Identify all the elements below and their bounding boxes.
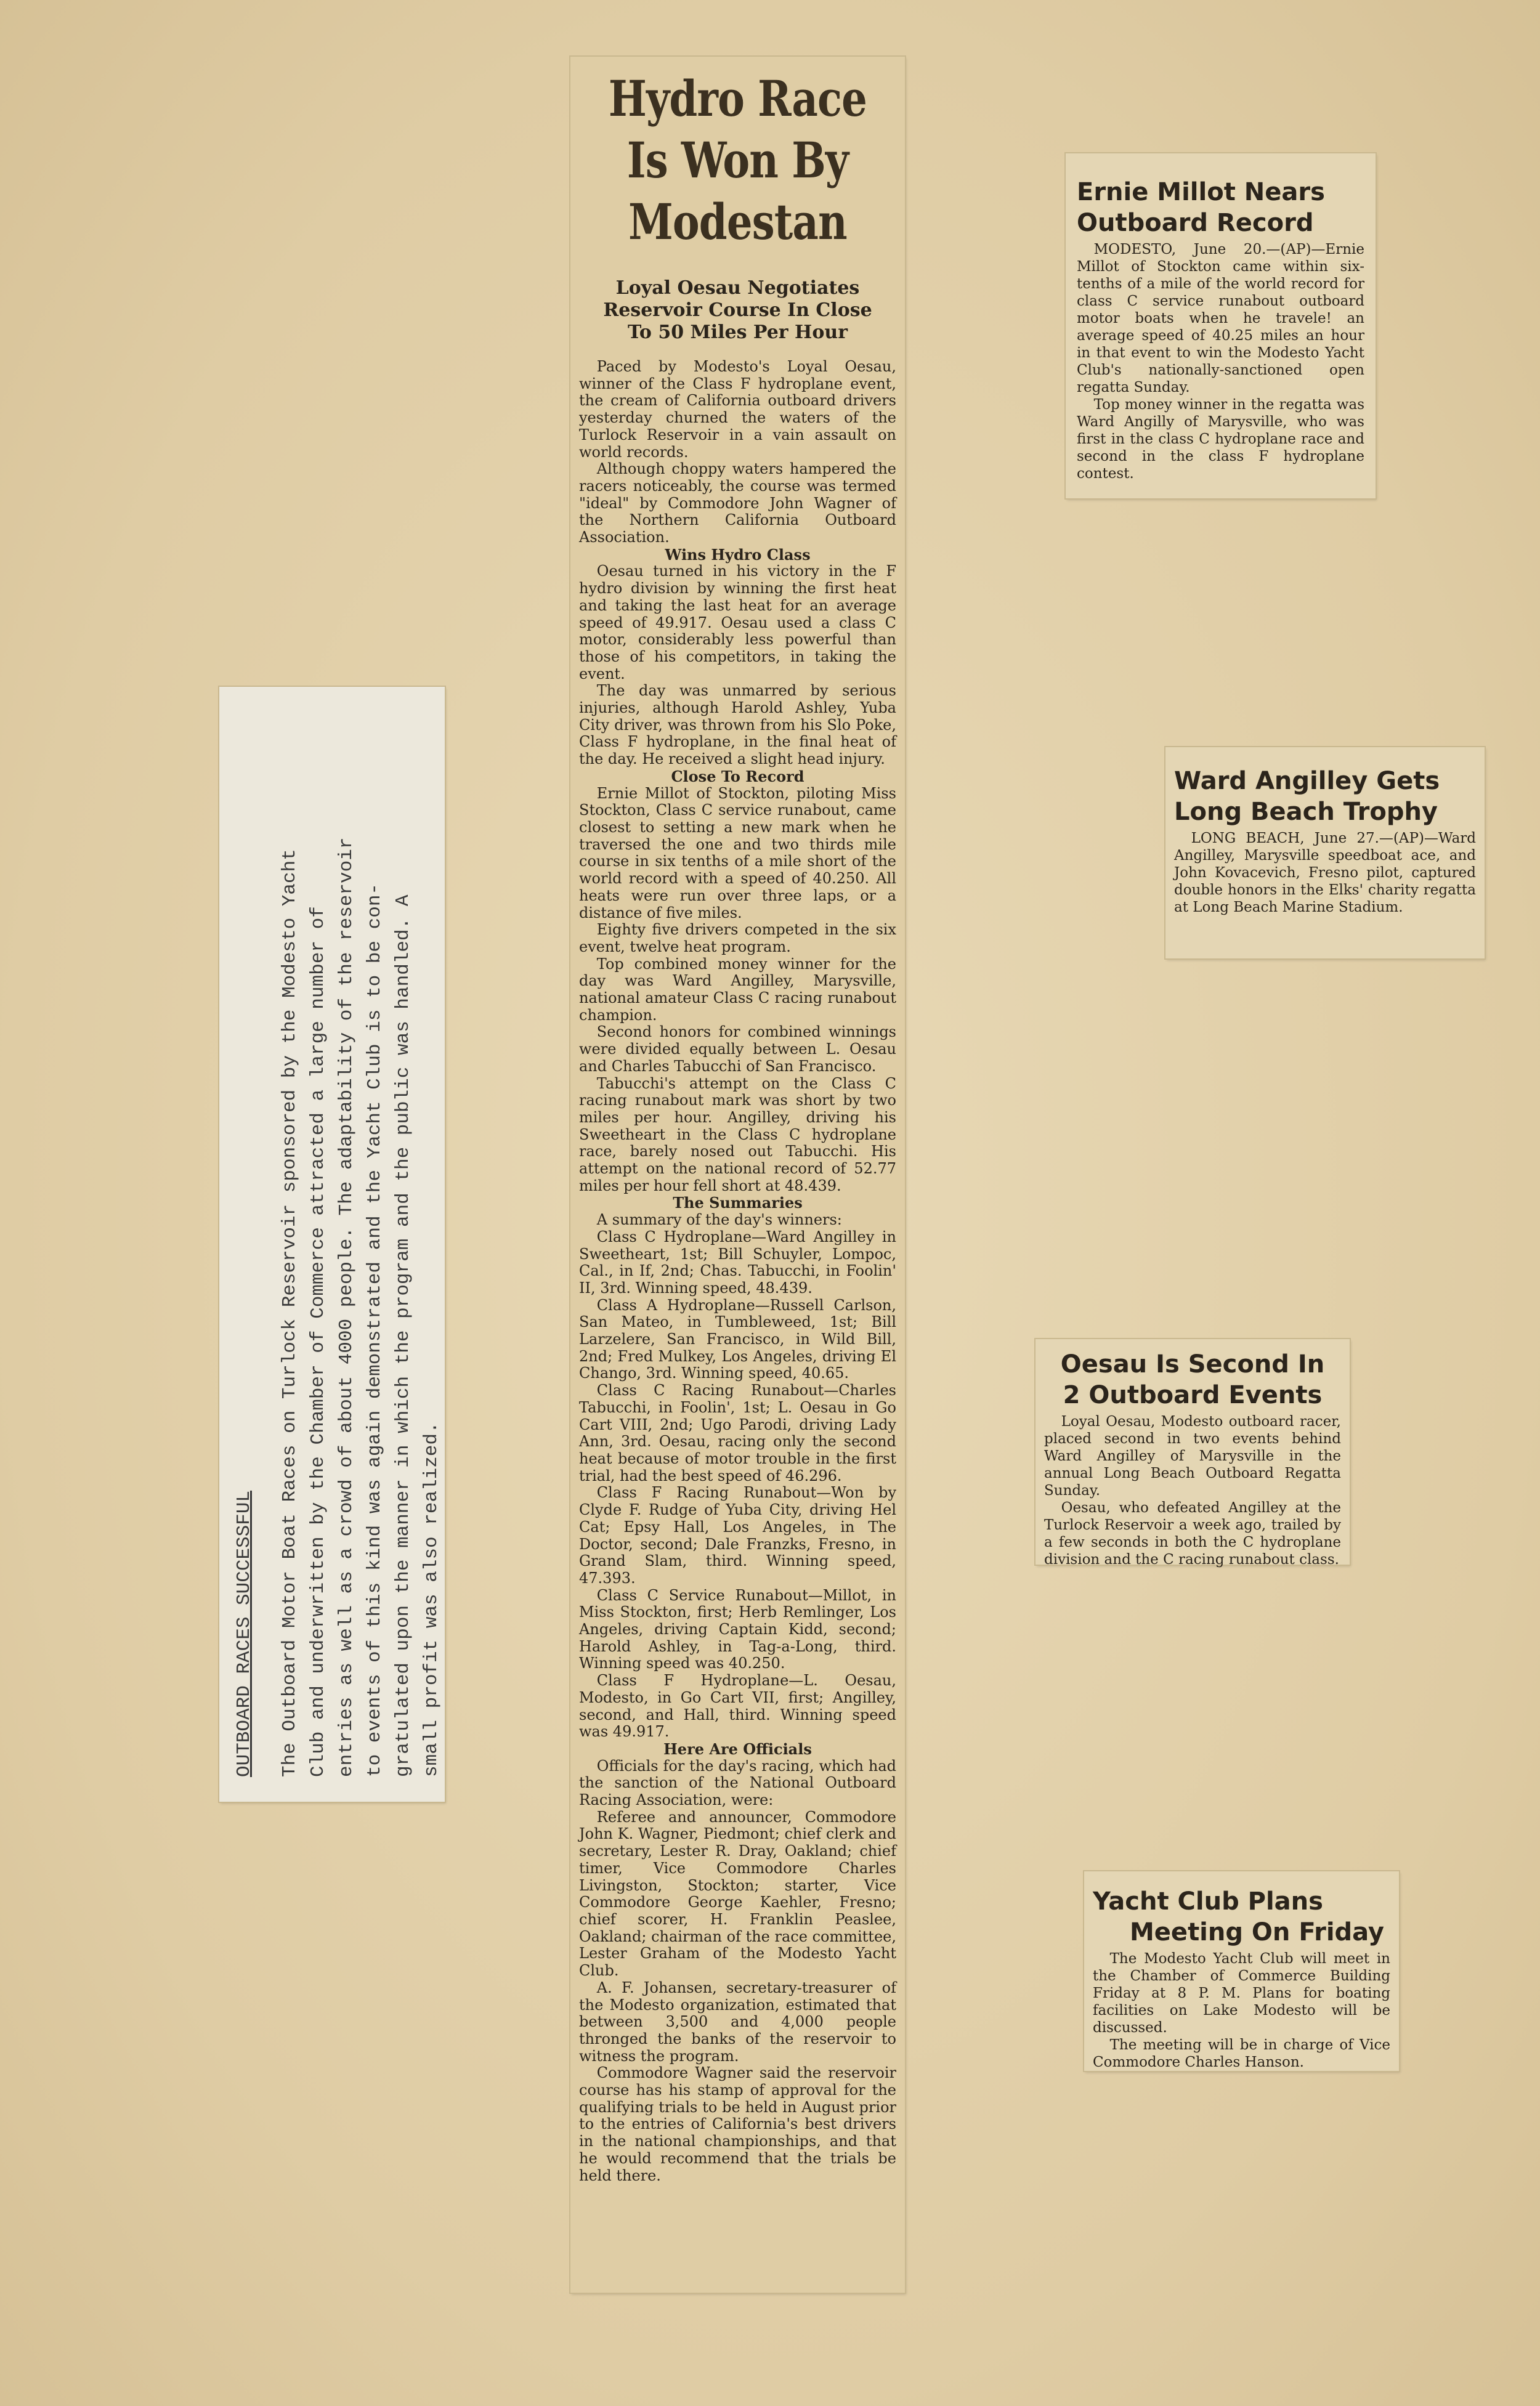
yacht-headline — [1093, 1886, 1390, 1948]
typed-line: entries as well as a crowd of about 4000 people. The adaptability of the reservoir — [336, 837, 357, 1777]
yacht-club-article — [1084, 1871, 1399, 2071]
paragraph: Top money winner in the regatta was Ward Angilly of Marysville, who was first in the class C hydroplane race and second in the class F hydroplane contest. — [1077, 397, 1364, 482]
paragraph: Class A Hydroplane—Russell Carlson, San Mateo, in Tumbleweed, 1st; Bill Larzelere, San Francisco, in Wild Bill, 2nd; Fred Mulkey, Los Angeles, driving El Chango, 3rd. Winning speed, 40.65. — [579, 1296, 896, 1382]
paragraph: Eighty five drivers competed in the six event, twelve heat program. — [579, 921, 896, 955]
section-heading: Close To Record — [671, 767, 804, 785]
typed-line: Club and underwritten by the Chamber of Commerce attracted a large number of — [307, 906, 329, 1777]
paragraph: Loyal Oesau, Modesto outboard racer, placed second in two events behind Ward Angilley of Marysville in the annual Long Beach Outboard Regatta Sunday. — [1044, 1414, 1341, 1499]
headline-line: 2 Outboard Events — [1063, 1381, 1323, 1409]
typed-line: small profit was also realized. — [421, 1422, 442, 1777]
paragraph: Class C Hydroplane—Ward Angilley in Sweetheart, 1st; Bill Schuyler, Lompoc, Cal., in If, 2nd; Chas. Tabucchi, in Foolin' II, 3rd. Winning speed, 48.439. — [579, 1228, 896, 1297]
headline-line: Oesau Is Second In — [1060, 1350, 1325, 1379]
paragraph: LONG BEACH, June 27.—(AP)—Ward Angilley, Marysville speedboat ace, and John Kovacevich, Fresno pilot, captured double honors in the Elks' charity regatta at Long Beach Marine Stadium. — [1174, 830, 1476, 915]
main-subhead: Loyal Oesau Negotiates Reservoir Course In Close To 50 Miles Per Hour — [603, 277, 872, 343]
paragraph: MODESTO, June 20.—(AP)—Ernie Millot of Stockton came within six-tenths of a mile of the world record for class C service runabout outboard motor boats when he travele! an average speed of 40.25 miles an hour in that event to win the Modesto Yacht Club's nationally-sanctioned open regatta Sunday. — [1077, 241, 1364, 395]
typed-line: gratulated upon the manner in which the program and the public was handled. A — [392, 894, 414, 1777]
typed-line: The Outboard Motor Boat Races on Turlock Reservoir sponsored by the Modesto Yacht — [279, 849, 301, 1777]
paragraph: Class C Racing Runabout—Charles Tabucchi, in Foolin', 1st; L. Oesau in Go Cart VIII, 2nd; Ugo Parodi, driving Lady Ann, 3rd. Oesau, racing only the second heat because of motor trouble in the first trial, had the best speed of 46.296. — [579, 1382, 896, 1485]
paragraph: Class F Racing Runabout—Won by Clyde F. Rudge of Yuba City, driving Hel Cat; Epsy Hall, Los Angeles, in The Doctor, second; Dale Franzks, Fresno, in Grand Slam, third. Winning speed, 47.393. — [579, 1484, 896, 1587]
paragraph: Referee and announcer, Commodore John K. Wagner, Piedmont; chief clerk and secretary, Lester R. Dray, Oakland; chief timer, Vice Commodore Charles Livingston, Stockton; starter, Vice Commodore George Kaehler, Fresno; chief scorer, H. Franklin Peaslee, Oakland; chairman of the race committee, Lester Graham of the Modesto Yacht Club. — [579, 1808, 896, 1980]
paragraph: A. F. Johansen, secretary-treasurer of the Modesto organization, estimated that between 3,500 and 4,000 people thronged the banks of the reservoir to witness the program. — [579, 1979, 896, 2065]
paragraph: The day was unmarred by serious injuries, although Harold Ashley, Yuba City driver, was thrown from his Slo Poke, Class F hydroplane, in the final heat of the day. He received a slight head injury. — [579, 682, 896, 768]
paragraph: Oesau, who defeated Angilley at the Turlock Reservoir a week ago, trailed by a few seconds in both the C hydroplane division and the C racing runabout class. — [1044, 1500, 1341, 1568]
typed-headline: OUTBOARD RACES SUCCESSFUL — [233, 1490, 255, 1777]
section-heading: The Summaries — [673, 1194, 803, 1212]
main-article-body — [579, 358, 896, 2184]
paragraph: Paced by Modesto's Loyal Oesau, winner of the Class F hydroplane event, the cream of California outboard drivers yesterday churned the waters of the Turlock Reservoir in a vain assault on world records. — [579, 358, 896, 461]
paragraph: The meeting will be in charge of Vice Commodore Charles Hanson. — [1093, 2037, 1390, 2070]
headline-line: Is Won By — [626, 131, 849, 189]
paragraph: Officials for the day's racing, which had the sanction of the National Outboard Racing Association, were: — [579, 1757, 896, 1809]
ward-angilley-article — [1165, 747, 1485, 958]
oesau-second-article — [1035, 1339, 1350, 1568]
paragraph: The Modesto Yacht Club will meet in the Chamber of Commerce Building Friday at 8 P. M. Plans for boating facilities on Lake Modesto will be discussed. — [1093, 1951, 1390, 2036]
paragraph: Top combined money winner for the day was Ward Angilley, Marysville, national amateur Class C racing runabout champion. — [579, 955, 896, 1024]
ernie-millot-article — [1066, 153, 1376, 498]
paragraph: Commodore Wagner said the reservoir course has his stamp of approval for the qualifying trials to be held in August prior to the entries of California's best drivers in the national championships, and that he would recommend that the trials be held there. — [579, 2064, 896, 2184]
section-heading: Here Are Officials — [663, 1740, 812, 1758]
oesau-headline — [1044, 1349, 1341, 1411]
typed-line: to events of this kind was again demonstrated and the Yacht Club is to be con- — [364, 883, 386, 1777]
ernie-headline: Ernie Millot Nears Outboard Record — [1077, 178, 1325, 237]
paragraph: Class C Service Runabout—Millot, in Miss Stockton, first; Herb Remlinger, Los Angeles, driving Captain Kidd, second; Harold Ashley, in Tag-a-Long, third. Winning speed was 40.250. — [579, 1586, 896, 1672]
headline-line: Modestan — [628, 193, 847, 251]
paragraph: A summary of the day's winners: — [596, 1211, 842, 1229]
headline-line: Yacht Club Plans — [1093, 1887, 1323, 1916]
main-article-hydro-race — [570, 57, 905, 2293]
typed-text-rotated — [230, 711, 442, 1777]
paragraph: Second honors for combined winnings were divided equally between L. Oesau and Charles Tabucchi of San Francisco. — [579, 1023, 896, 1075]
main-headline — [607, 68, 867, 253]
paragraph: Tabucchi's attempt on the Class C racing runabout mark was short by two miles per hour. Angilley, driving his Sweetheart in the Class C hydroplane race, barely nosed out Tabucchi. His attempt on the national record of 52.77 miles per hour fell short at 48.439. — [579, 1074, 896, 1194]
ward-headline: Ward Angilley Gets Long Beach Trophy — [1174, 767, 1440, 826]
headline-line: Hydro Race — [608, 70, 867, 128]
paragraph: Oesau turned in his victory in the F hydro division by winning the first heat and taking the last heat for an average speed of 49.917. Oesau used a class C motor, considerably less powerful than those of his competitors, in taking the event. — [579, 562, 896, 683]
typed-clipping-outboard-races — [219, 687, 445, 1802]
headline-line: Meeting On Friday — [1130, 1918, 1385, 1946]
paragraph: Ernie Millot of Stockton, piloting Miss Stockton, Class C service runabout, came closest to setting a new mark when he traversed the one and two thirds mile course in six tenths of a mile short of the world record with a speed of 40.250. All heats were run over three laps, or a distance of five miles. — [579, 784, 896, 921]
paragraph: Class F Hydroplane—L. Oesau, Modesto, in Go Cart VII, first; Angilley, second, and Hall, third. Winning speed was 49.917. — [579, 1672, 896, 1741]
paragraph: Although choppy waters hampered the racers noticeably, the course was termed "ideal" by Commodore John Wagner of the Northern California Outboard Association. — [579, 460, 896, 546]
section-heading: Wins Hydro Class — [665, 545, 811, 564]
